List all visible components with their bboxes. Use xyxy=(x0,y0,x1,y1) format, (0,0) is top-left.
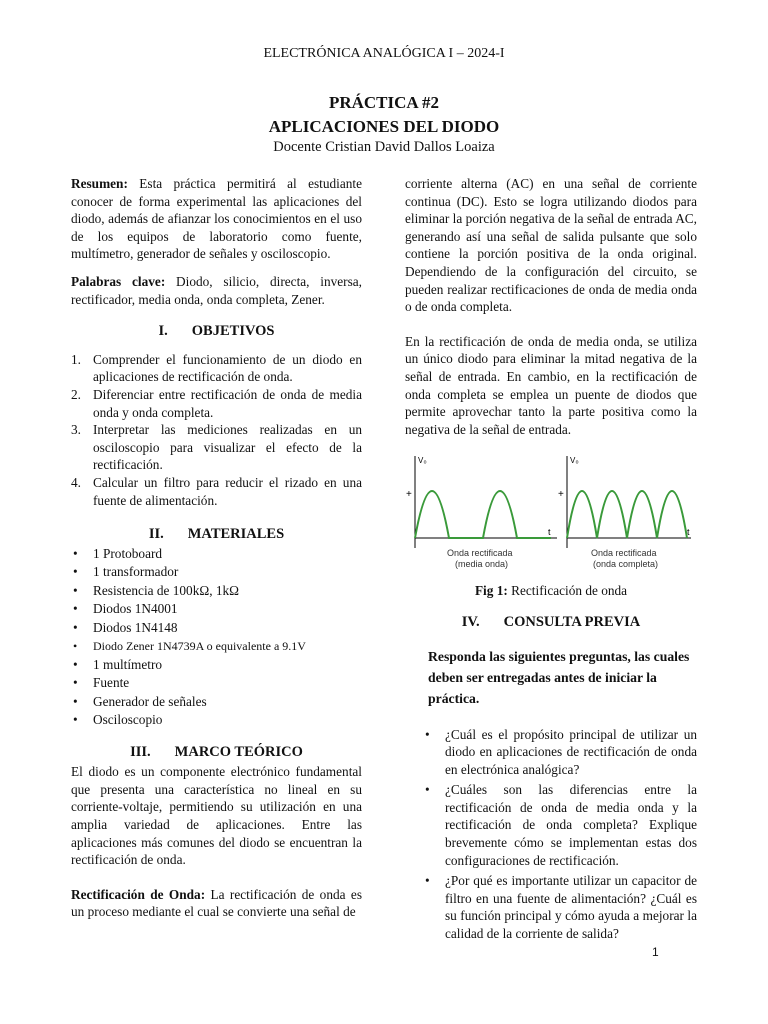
full-wave-t-label: t xyxy=(687,527,690,538)
caption-text: Rectificación de onda xyxy=(507,583,628,599)
list-item: • Fuente xyxy=(73,675,130,691)
rectification-figure xyxy=(405,452,697,570)
waveform-diagram xyxy=(405,452,697,570)
list-item: 2. Diferenciar entre rectificación de onda de media onda y onda completa. xyxy=(71,386,362,420)
questions-list xyxy=(423,726,697,943)
keywords-paragraph xyxy=(71,273,362,308)
section-heading-consulta-previa: IV. CONSULTA PREVIA xyxy=(461,613,641,630)
title-line-practica: PRÁCTICA #2 xyxy=(328,93,440,112)
half-wave-curve xyxy=(415,491,551,538)
materials-list xyxy=(71,545,362,730)
list-item: • Diodos 1N4148 xyxy=(73,619,178,635)
right-column xyxy=(405,175,697,946)
author-line: Docente Cristian David Dallos Loaiza xyxy=(273,139,495,155)
list-item: • Resistencia de 100kΩ, 1kΩ xyxy=(73,582,240,598)
page-number: 1 xyxy=(652,945,659,959)
list-item: • 1 Protoboard xyxy=(73,545,163,561)
list-item: • Generador de señales xyxy=(73,693,207,709)
full-wave-vo-label: V₀ xyxy=(570,456,579,466)
theory-continuation-paragraph: corriente alterna (AC) en una señal de corriente continua (DC). Esto se logra utilizando diodos para eliminar la porción negativa de la señal de entrada AC, generando así una señal de salida pulsante que solo contiene la porción positiva de la onda original. Dependiendo de la configuración del circuito, se pueden realizar rectificaciones de onda de media onda o de onda completa. xyxy=(405,176,697,315)
rectification-label: Rectificación de Onda: xyxy=(71,886,206,902)
course-header: ELECTRÓNICA ANALÓGICA I – 2024-I xyxy=(263,46,505,61)
list-item: • 1 multímetro xyxy=(73,656,163,672)
section-heading-materiales: II. MATERIALES xyxy=(148,526,285,543)
half-full-wave-paragraph: En la rectificación de onda de media onda, se utiliza un único diodo para eliminar la mitad negativa de la señal de entrada. En cambio, en la rectificación de onda completa se emplea un puente de diodos que permite aprovechar tanto la parte positiva como la negativa de la señal de entrada. xyxy=(405,333,697,437)
half-wave-label-line1: Onda rectificada xyxy=(447,548,513,559)
left-column xyxy=(71,175,362,921)
rectification-text: La rectificación de onda es un proceso mediante el cual se convierte una señal de xyxy=(71,886,362,920)
marco-paragraph: El diodo es un componente electrónico fundamental que presenta una característica no lineal en su corriente-voltaje, permitiendo su utilización en una amplia variedad de aplicaciones. Entre las aplicaciones más comunes del diodo se encuentran la rectificación de onda. xyxy=(71,764,362,868)
list-item: • ¿Por qué es importante utilizar un capacitor de filtro en una fuente de alimentación? ¿Cuál es su función principal y cómo ayuda a mejorar la calidad de la corriente de salida? xyxy=(425,873,697,942)
questions-prompt: Responda las siguientes preguntas, las cuales deben ser entregadas antes de iniciar la práctica. xyxy=(428,648,690,706)
list-item: • Diodo Zener 1N4739A o equivalente a 9.1V xyxy=(73,639,306,654)
figure-caption xyxy=(405,582,697,600)
half-wave-plus-label: + xyxy=(406,489,412,501)
rectification-paragraph xyxy=(71,886,362,921)
list-item: • Diodos 1N4001 xyxy=(73,601,178,617)
abstract-paragraph xyxy=(71,175,362,263)
list-item: • 1 transformador xyxy=(73,564,179,580)
section-heading-marco-teorico: III. MARCO TEÓRICO xyxy=(130,743,303,760)
full-wave-curve xyxy=(567,491,687,538)
keywords-label: Palabras clave: xyxy=(71,273,166,289)
half-wave-label-line2: (media onda) xyxy=(455,559,509,570)
full-wave-plus-label: + xyxy=(558,489,564,501)
full-wave-label-line2: (onda completa) xyxy=(593,559,659,570)
list-item: 1. Comprender el funcionamiento de un diodo en aplicaciones de rectificación de onda. xyxy=(71,351,362,385)
caption-label: Fig 1: xyxy=(474,583,508,599)
document-title xyxy=(0,91,768,139)
list-item: 3. Interpretar las mediciones realizadas en un osciloscopio para visualizar el efecto de la rectificación. xyxy=(71,422,362,473)
half-wave-vo-label: V₀ xyxy=(418,456,427,466)
abstract-text: Esta práctica permitirá al estudiante conocer de forma experimental las aplicaciones del diodo, además de afianzar los conocimientos en el uso de los equipos de laboratorio como fuente, multímetro, generador de señales y osciloscopio. xyxy=(71,176,362,262)
list-item: • Osciloscopio xyxy=(73,712,163,728)
full-wave-label-line1: Onda rectificada xyxy=(591,548,657,559)
list-item: • ¿Cuál es el propósito principal de utilizar un diodo en aplicaciones de rectificación de onda en electrónica analógica? xyxy=(425,726,697,777)
list-item: • ¿Cuáles son las diferencias entre la rectificación de onda de media onda y la rectificación de onda completa? Explique brevemente cómo se implementan estas dos configuraciones de rectificación. xyxy=(425,782,697,868)
section-heading-objetivos: I. OBJETIVOS xyxy=(158,323,275,340)
abstract-label: Resumen: xyxy=(71,176,128,191)
objectives-list xyxy=(71,351,362,509)
half-wave-t-label: t xyxy=(548,527,551,538)
title-line-aplicaciones: APLICACIONES DEL DIODO xyxy=(268,117,500,136)
keywords-text: Diodo, silicio, directa, inversa, rectificador, media onda, onda completa, Zener. xyxy=(71,273,363,307)
list-item: 4. Calcular un filtro para reducir el rizado en una fuente de alimentación. xyxy=(71,474,362,508)
